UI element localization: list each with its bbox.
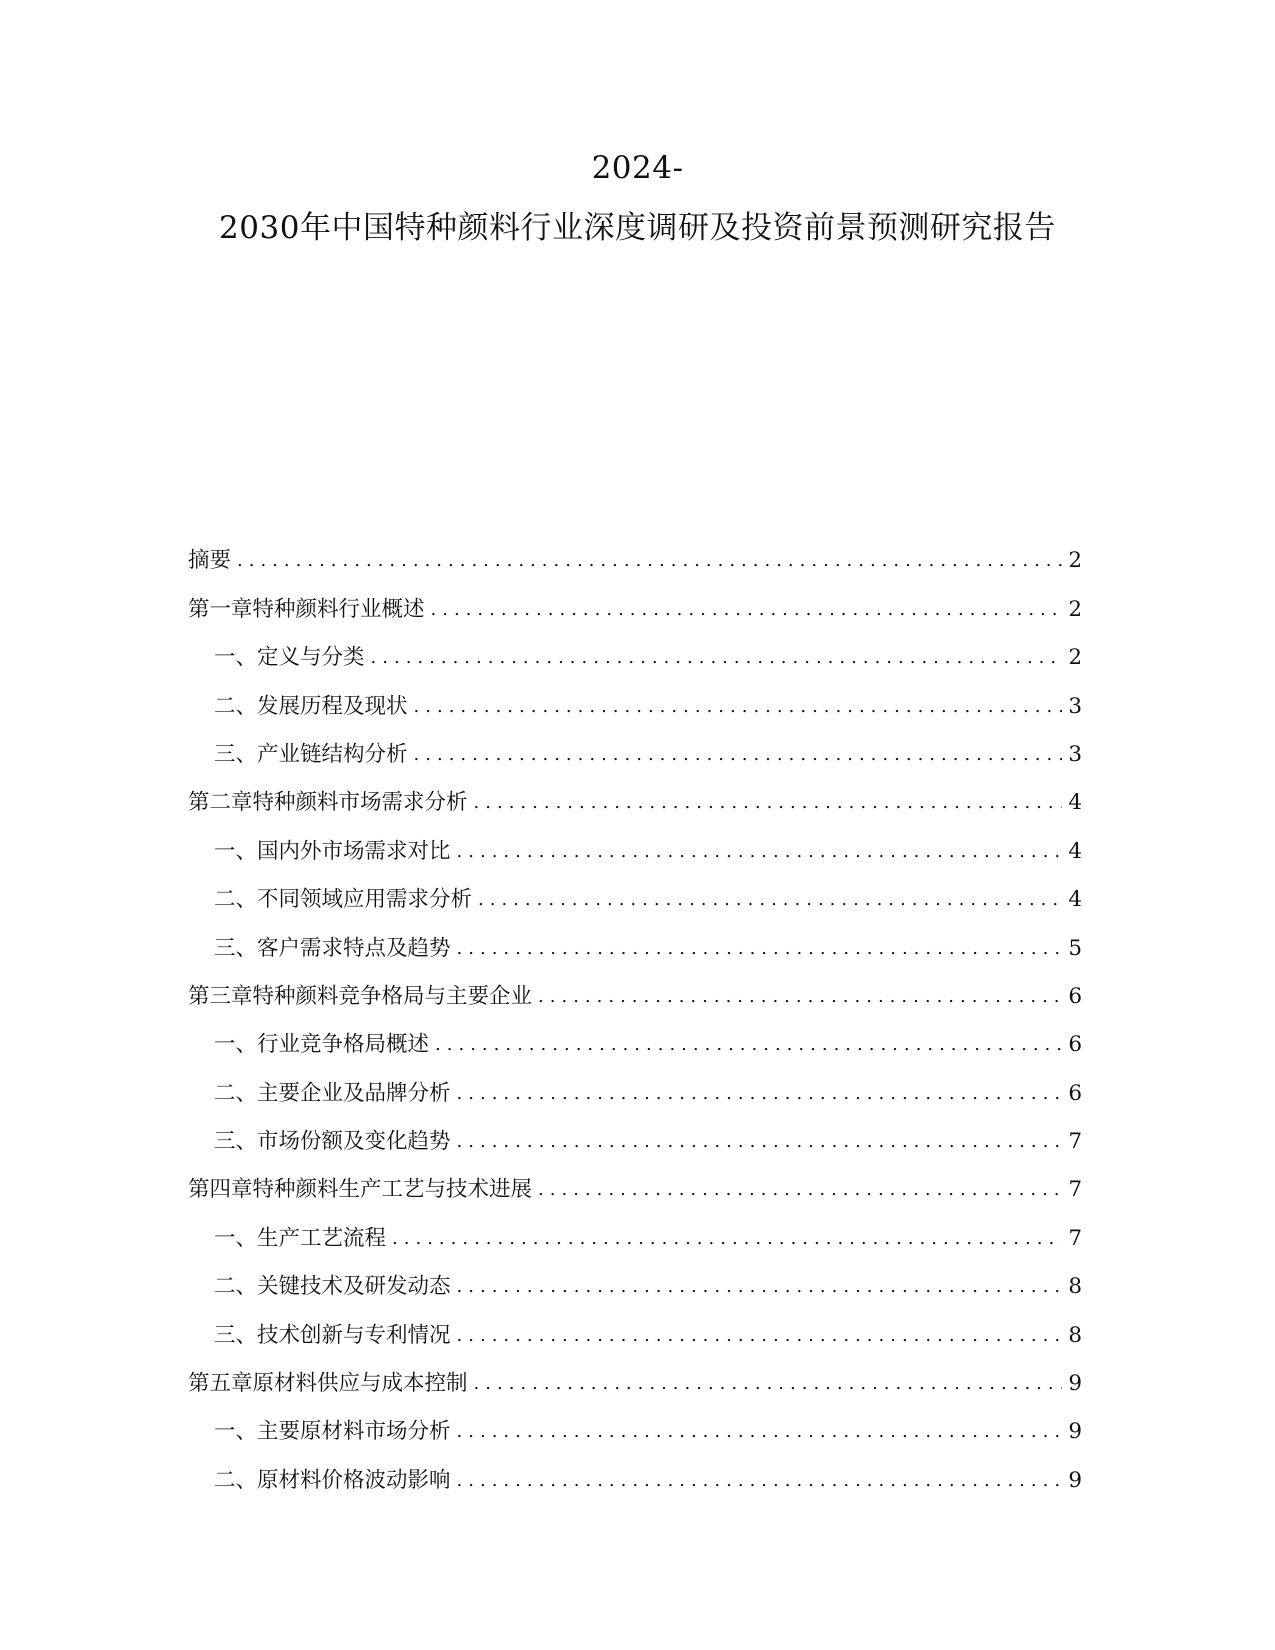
toc-dot-leader bbox=[457, 837, 1062, 867]
toc-page-number: 7 bbox=[1068, 1225, 1082, 1251]
toc-entry-title: 行业竞争格局概述 bbox=[257, 1032, 430, 1058]
toc-entry[interactable] bbox=[188, 964, 1082, 1012]
toc-page-number: 2 bbox=[1068, 596, 1082, 622]
toc-dot-leader bbox=[371, 643, 1062, 673]
toc-entry[interactable] bbox=[188, 673, 1082, 721]
document-title bbox=[0, 138, 1275, 258]
toc-page-number: 2 bbox=[1068, 548, 1082, 574]
toc-entry-number: 二、 bbox=[214, 693, 258, 719]
toc-entry-number: 一、 bbox=[214, 1225, 258, 1251]
toc-entry-number: 二、 bbox=[214, 1274, 258, 1300]
toc-page-number: 6 bbox=[1068, 1080, 1082, 1106]
toc-entry[interactable] bbox=[188, 1060, 1082, 1108]
toc-page-number: 9 bbox=[1068, 1467, 1082, 1493]
toc-dot-leader bbox=[431, 595, 1062, 625]
toc-entry-number: 第四章 bbox=[188, 1177, 253, 1203]
toc-entry[interactable] bbox=[188, 1254, 1082, 1302]
toc-dot-leader bbox=[457, 1417, 1062, 1447]
toc-entry[interactable] bbox=[188, 915, 1082, 963]
toc-dot-leader bbox=[237, 546, 1062, 576]
toc-entry-title: 产业链结构分析 bbox=[257, 741, 408, 767]
title-line-1: 2024- bbox=[591, 150, 684, 186]
toc-entry-title: 客户需求特点及趋势 bbox=[257, 935, 451, 961]
toc-entry-title: 摘要 bbox=[188, 548, 232, 574]
toc-page-number: 8 bbox=[1068, 1322, 1082, 1348]
toc-entry-title: 特种颜料竞争格局与主要企业 bbox=[252, 983, 533, 1009]
toc-entry-number: 第一章 bbox=[188, 596, 253, 622]
toc-page-number: 7 bbox=[1068, 1177, 1082, 1203]
toc-page-number: 7 bbox=[1068, 1129, 1082, 1155]
toc-entry-title: 生产工艺流程 bbox=[257, 1225, 387, 1251]
toc-page-number: 8 bbox=[1068, 1274, 1082, 1300]
toc-entry-number: 第三章 bbox=[188, 983, 253, 1009]
toc-entry-number: 一、 bbox=[214, 838, 258, 864]
toc-entry[interactable] bbox=[188, 1302, 1082, 1350]
toc-page-number: 9 bbox=[1068, 1371, 1082, 1397]
toc-dot-leader bbox=[474, 1369, 1062, 1399]
toc-entry[interactable] bbox=[188, 1109, 1082, 1157]
toc-entry-number: 三、 bbox=[214, 741, 258, 767]
toc-entry-number: 二、 bbox=[214, 1467, 258, 1493]
toc-entry-number: 三、 bbox=[214, 1322, 258, 1348]
toc-entry-title: 发展历程及现状 bbox=[257, 693, 408, 719]
toc-entry[interactable] bbox=[188, 818, 1082, 866]
toc-page-number: 5 bbox=[1068, 935, 1082, 961]
toc-entry-title: 定义与分类 bbox=[257, 645, 365, 671]
toc-dot-leader bbox=[414, 692, 1062, 722]
toc-dot-leader bbox=[457, 1079, 1062, 1109]
toc-entry-number: 一、 bbox=[214, 645, 258, 671]
toc-entry-number: 第五章 bbox=[188, 1371, 253, 1397]
toc-entry-title: 原材料供应与成本控制 bbox=[252, 1371, 468, 1397]
toc-entry-title: 不同领域应用需求分析 bbox=[257, 887, 473, 913]
toc-entry[interactable] bbox=[188, 1399, 1082, 1447]
toc-entry-number: 一、 bbox=[214, 1419, 258, 1445]
toc-dot-leader bbox=[457, 1321, 1062, 1351]
toc-page-number: 6 bbox=[1068, 1032, 1082, 1058]
toc-entry-title: 国内外市场需求对比 bbox=[257, 838, 451, 864]
toc-entry-number: 三、 bbox=[214, 935, 258, 961]
toc-dot-leader bbox=[457, 1272, 1062, 1302]
toc-entry-number: 二、 bbox=[214, 1080, 258, 1106]
toc-entry[interactable] bbox=[188, 722, 1082, 770]
toc-dot-leader bbox=[474, 788, 1062, 818]
toc-dot-leader bbox=[392, 1224, 1062, 1254]
toc-page-number: 4 bbox=[1068, 887, 1082, 913]
toc-entry-number: 二、 bbox=[214, 887, 258, 913]
title-line-2: 2030年中国特种颜料行业深度调研及投资前景预测研究报告 bbox=[219, 210, 1056, 246]
toc-entry-number: 三、 bbox=[214, 1129, 258, 1155]
toc-entry[interactable] bbox=[188, 1012, 1082, 1060]
toc-dot-leader bbox=[457, 934, 1062, 964]
toc-entry-number: 一、 bbox=[214, 1032, 258, 1058]
toc-entry-title: 主要原材料市场分析 bbox=[257, 1419, 451, 1445]
toc-entry[interactable] bbox=[188, 576, 1082, 624]
toc-dot-leader bbox=[538, 1175, 1062, 1205]
toc-page-number: 3 bbox=[1068, 741, 1082, 767]
toc-entry-number: 第二章 bbox=[188, 790, 253, 816]
toc-dot-leader bbox=[457, 1466, 1062, 1496]
toc-entry[interactable] bbox=[188, 867, 1082, 915]
toc-dot-leader bbox=[457, 1127, 1062, 1157]
toc-dot-leader bbox=[435, 1030, 1062, 1060]
toc-entry-title: 关键技术及研发动态 bbox=[257, 1274, 451, 1300]
toc-entry-title: 技术创新与专利情况 bbox=[257, 1322, 451, 1348]
toc-dot-leader bbox=[414, 740, 1062, 770]
toc-entry-title: 特种颜料市场需求分析 bbox=[252, 790, 468, 816]
toc-page-number: 2 bbox=[1068, 645, 1082, 671]
toc-entry[interactable] bbox=[188, 1447, 1082, 1495]
toc-entry-title: 市场份额及变化趋势 bbox=[257, 1129, 451, 1155]
toc-entry[interactable] bbox=[188, 625, 1082, 673]
toc-page-number: 3 bbox=[1068, 693, 1082, 719]
toc-page-number: 4 bbox=[1068, 790, 1082, 816]
toc-entry[interactable] bbox=[188, 1205, 1082, 1253]
toc-page-number: 6 bbox=[1068, 983, 1082, 1009]
toc-page-number: 4 bbox=[1068, 838, 1082, 864]
toc-dot-leader bbox=[538, 982, 1062, 1012]
toc-entry[interactable] bbox=[188, 528, 1082, 576]
toc-page-number: 9 bbox=[1068, 1419, 1082, 1445]
toc-entry-title: 原材料价格波动影响 bbox=[257, 1467, 451, 1493]
toc-entry[interactable] bbox=[188, 1351, 1082, 1399]
toc-entry[interactable] bbox=[188, 770, 1082, 818]
toc-entry-title: 特种颜料行业概述 bbox=[252, 596, 425, 622]
table-of-contents bbox=[188, 528, 1082, 1496]
toc-entry-title: 特种颜料生产工艺与技术进展 bbox=[252, 1177, 533, 1203]
toc-dot-leader bbox=[478, 885, 1062, 915]
toc-entry[interactable] bbox=[188, 1157, 1082, 1205]
toc-entry-title: 主要企业及品牌分析 bbox=[257, 1080, 451, 1106]
